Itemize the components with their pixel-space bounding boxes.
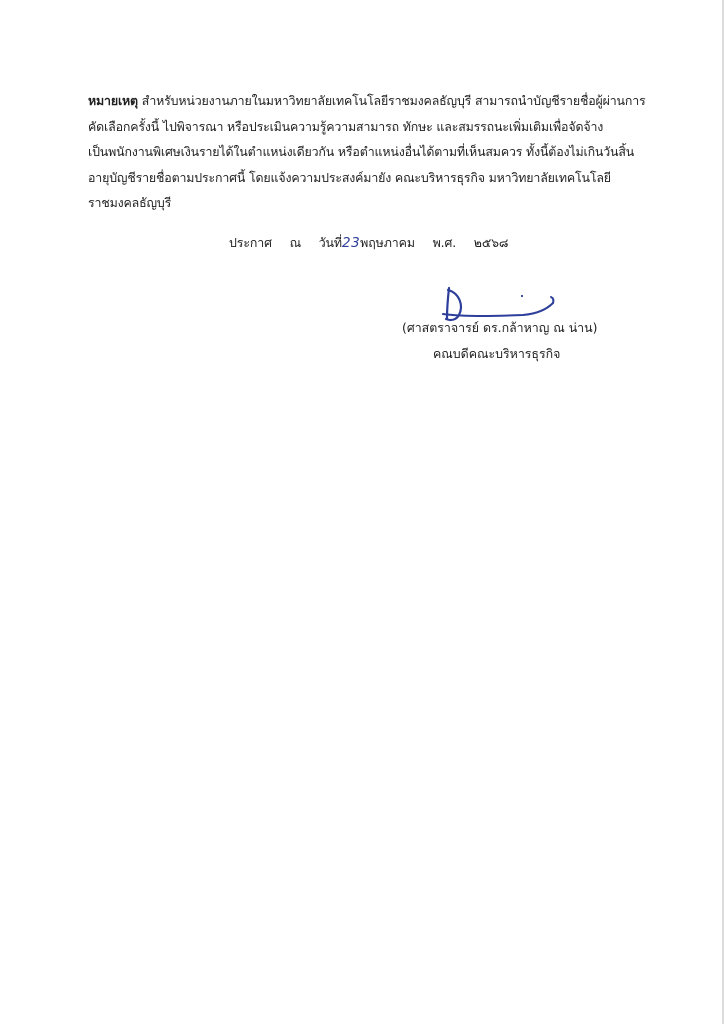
announcement-era: พ.ศ. (432, 235, 457, 250)
announcement-day-label: วันที่ (318, 235, 342, 250)
note-line-1-text: สำหรับหน่วยงานภายในมหาวิทยาลัยเทคโนโลยีราชมงคลธัญบุรี สามารถนำบัญชีรายชื่อผู้ผ่านการ (141, 93, 646, 108)
note-line-3: เป็นพนักงานพิเศษเงินรายได้ในตำแหน่งเดียวกัน หรือตำแหน่งอื่นได้ตามที่เห็นสมควร ทั้งนี้ต้องไม่เกินวันสิ้น (88, 144, 635, 159)
signer-name: (ศาสตราจารย์ ดร.กล้าหาญ ณ น่าน) (402, 320, 598, 335)
announcement-prefix: ประกาศ (229, 235, 272, 250)
announcement-month: พฤษภาคม (360, 235, 415, 250)
note-paragraph (88, 88, 648, 216)
announcement-year: ๒๕๖๘ (473, 235, 509, 250)
note-label: หมายเหตุ (88, 93, 138, 108)
note-line-2: คัดเลือกครั้งนี้ ไปพิจารณา หรือประเมินความรู้ความสามารถ ทักษะ และสมรรถนะเพิ่มเติมเพื่อจัดจ้าง (88, 118, 604, 134)
note-line-4: อายุบัญชีรายชื่อตามประกาศนี้ โดยแจ้งความประสงค์มายัง คณะบริหารธุรกิจ มหาวิทยาลัยเทคโนโลยี (88, 169, 611, 185)
announcement-date-line (229, 234, 508, 252)
note-line-5: ราชมงคลธัญบุรี (88, 195, 172, 210)
note-line-1 (88, 88, 648, 114)
signer-title: คณบดีคณะบริหารธุรกิจ (433, 346, 561, 361)
announcement-day: 23 (341, 235, 361, 251)
announcement-at: ณ (289, 235, 301, 250)
